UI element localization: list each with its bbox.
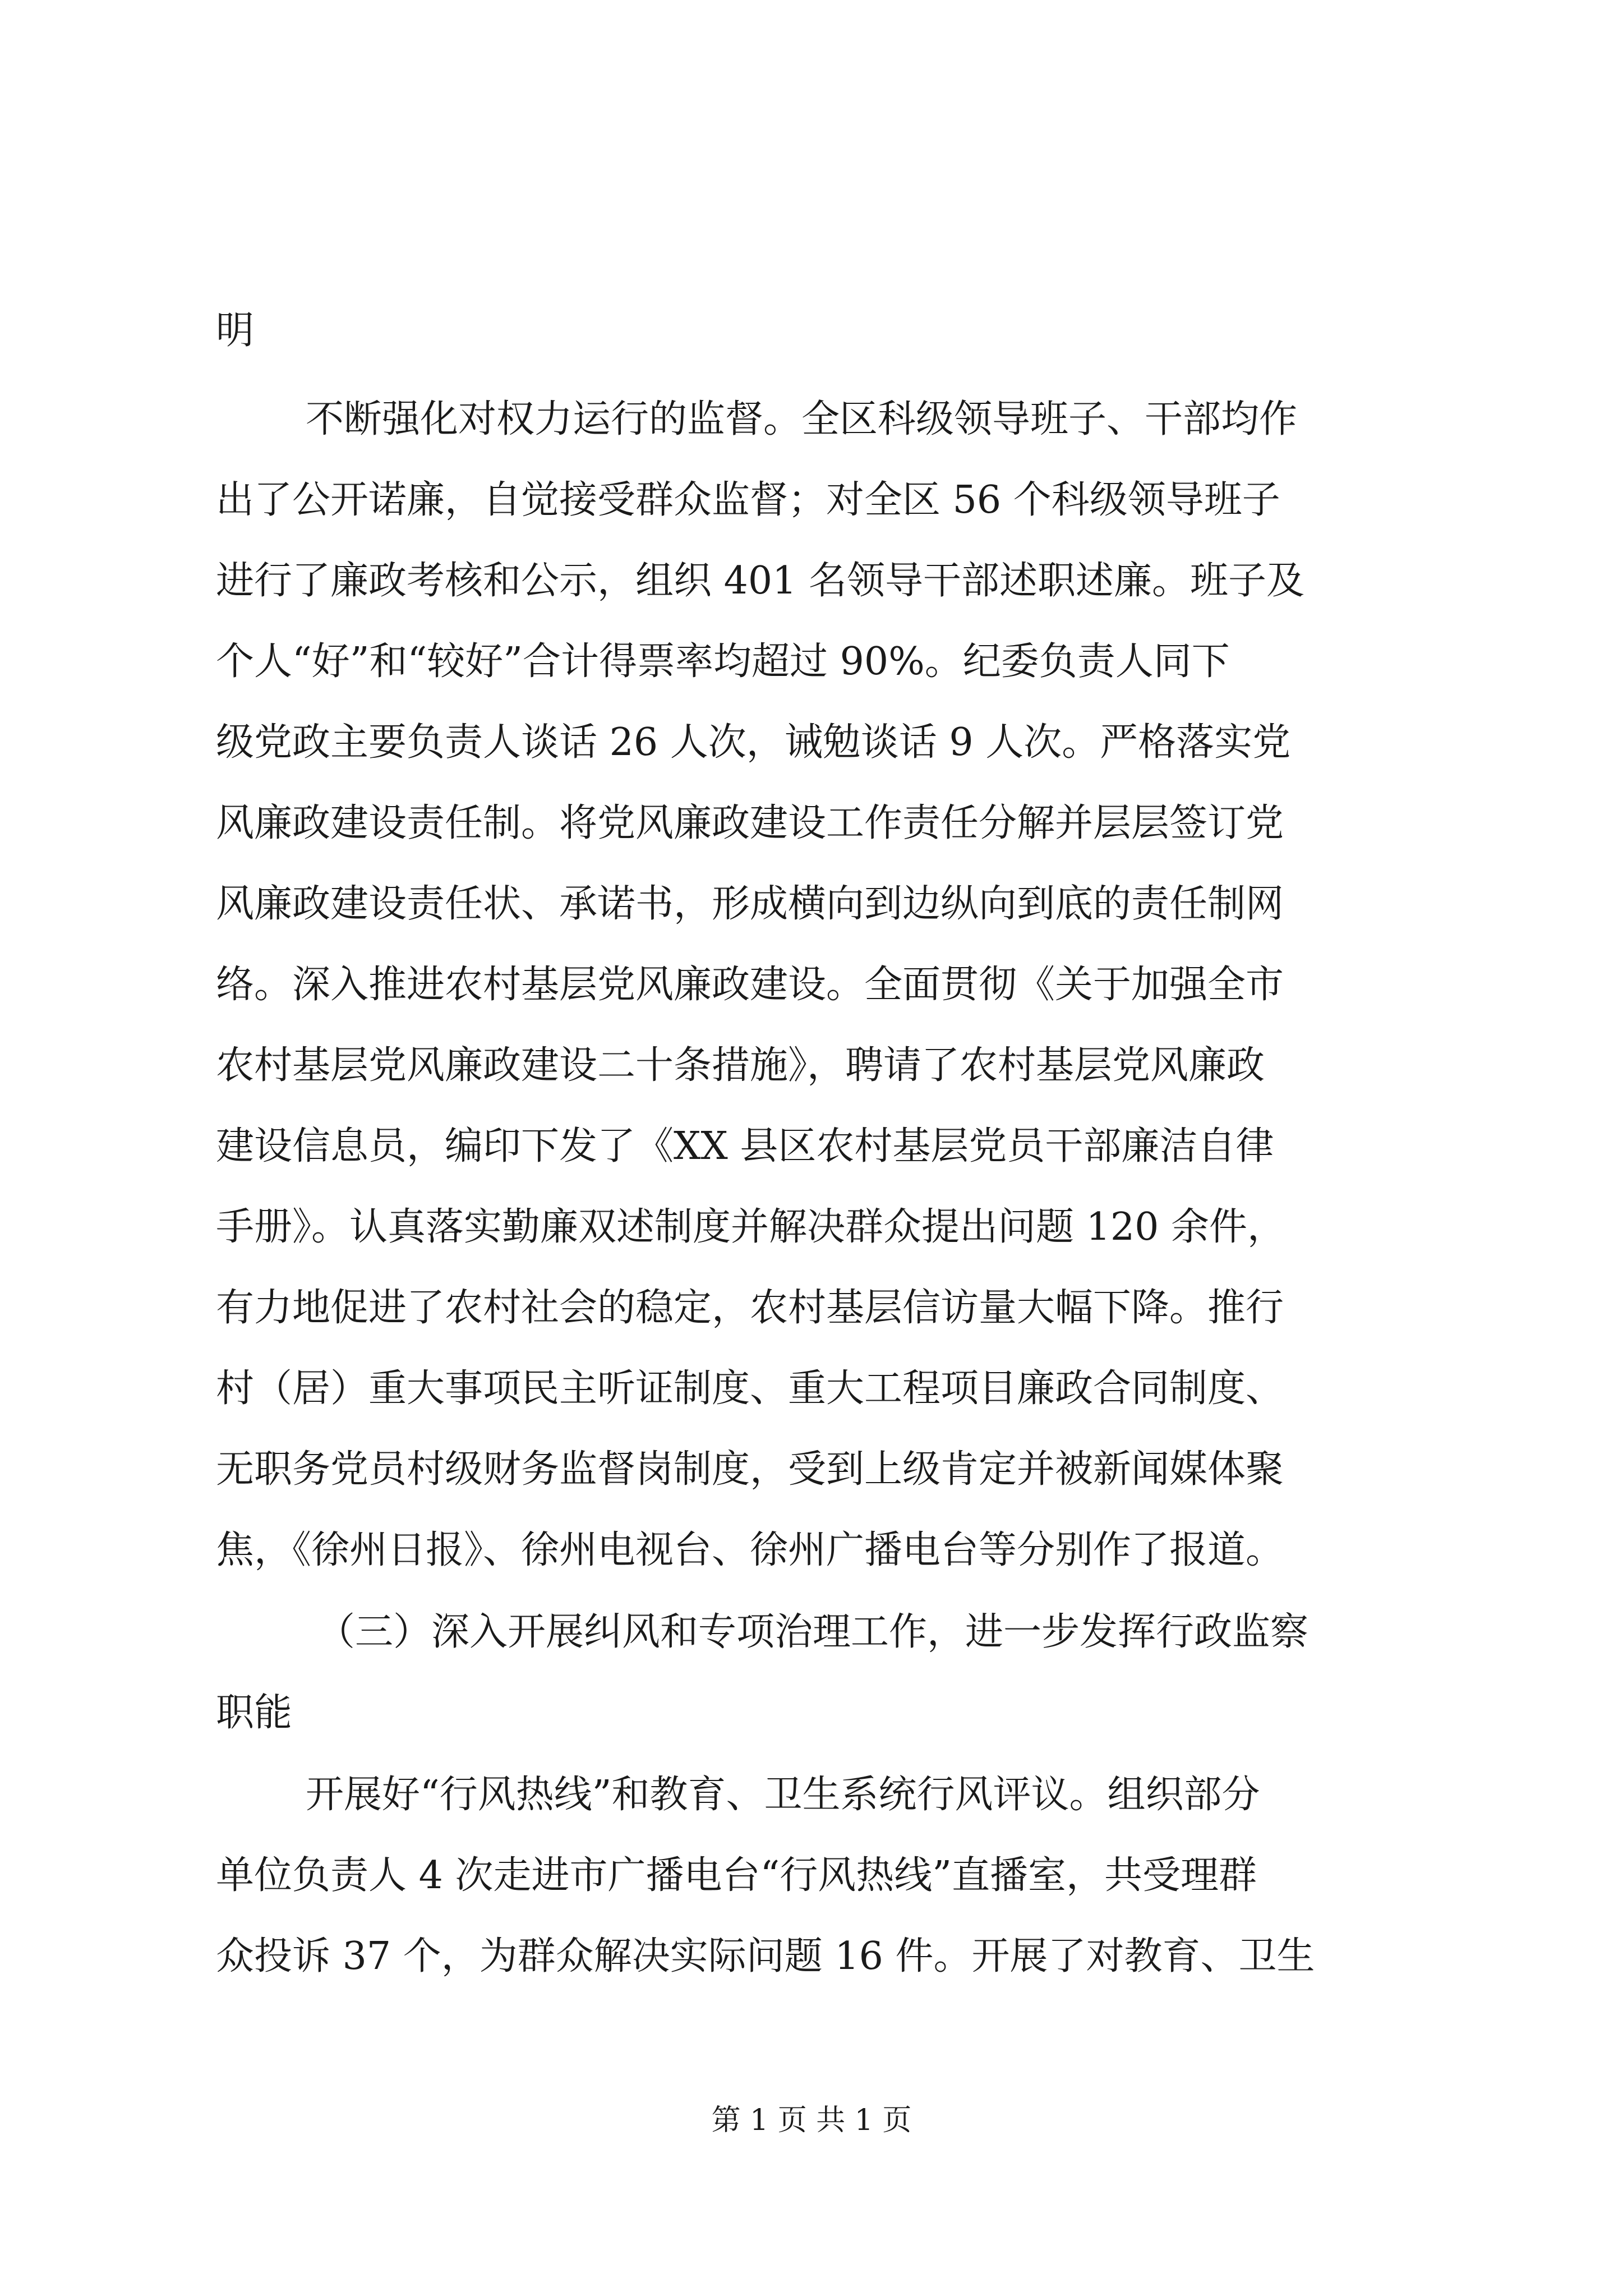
text-line: 村（居）重大事项民主听证制度、重大工程项目廉政合同制度、 [216,1366,1284,1411]
text-line: 风廉政建设责任制。将党风廉政建设工作责任分解并层层签订党 [216,801,1284,845]
text-line: 众投诉 37 个，为群众解决实际问题 16 件。开展了对教育、卫生 [216,1934,1315,1978]
text-line: 无职务党员村级财务监督岗制度，受到上级肯定并被新闻媒体聚 [216,1447,1284,1492]
text-line: 手册》。认真落实勤廉双述制度并解决群众提出问题 120 余件， [216,1205,1286,1249]
text-line: 级党政主要负责人谈话 26 人次，诫勉谈话 9 人次。严格落实党 [216,720,1291,765]
text-line: 风廉政建设责任状、承诺书，形成横向到边纵向到底的责任制网 [216,882,1284,926]
text-line: 络。深入推进农村基层党风廉政建设。全面贯彻《关于加强全市 [216,963,1284,1007]
text-line: 出了公开诺廉，自觉接受群众监督；对全区 56 个科级领导班子 [216,478,1280,522]
section-heading: （三）深入开展纠风和专项治理工作，进一步发挥行政监察 [317,1610,1309,1654]
text-line: 单位负责人 4 次走进市广播电台“行风热线”直播室，共受理群 [216,1853,1257,1898]
text-line: 农村基层党风廉政建设二十条措施》，聘请了农村基层党风廉政 [216,1043,1265,1088]
text-line: 明 [216,309,255,353]
text-line: 建设信息员，编印下发了《XX 县区农村基层党员干部廉洁自律 [216,1124,1274,1168]
paragraph-first-line: 不断强化对权力运行的监督。全区科级领导班子、干部均作 [306,397,1298,441]
text-line: 个人“好”和“较好”合计得票率均超过 90%。纪委负责人同下 [216,639,1230,684]
text-line: 进行了廉政考核和公示，组织 401 名领导干部述职述廉。班子及 [216,559,1305,603]
paragraph-first-line: 开展好“行风热线”和教育、卫生系统行风评议。组织部分 [306,1773,1260,1817]
text-line: 焦，《徐州日报》、徐州电视台、徐州广播电台等分别作了报道。 [216,1528,1284,1572]
page-number-footer: 第 1 页 共 1 页 [711,2104,912,2137]
text-line: 有力地促进了农村社会的稳定，农村基层信访量大幅下降。推行 [216,1286,1284,1330]
section-heading-continued: 职能 [216,1691,293,1735]
